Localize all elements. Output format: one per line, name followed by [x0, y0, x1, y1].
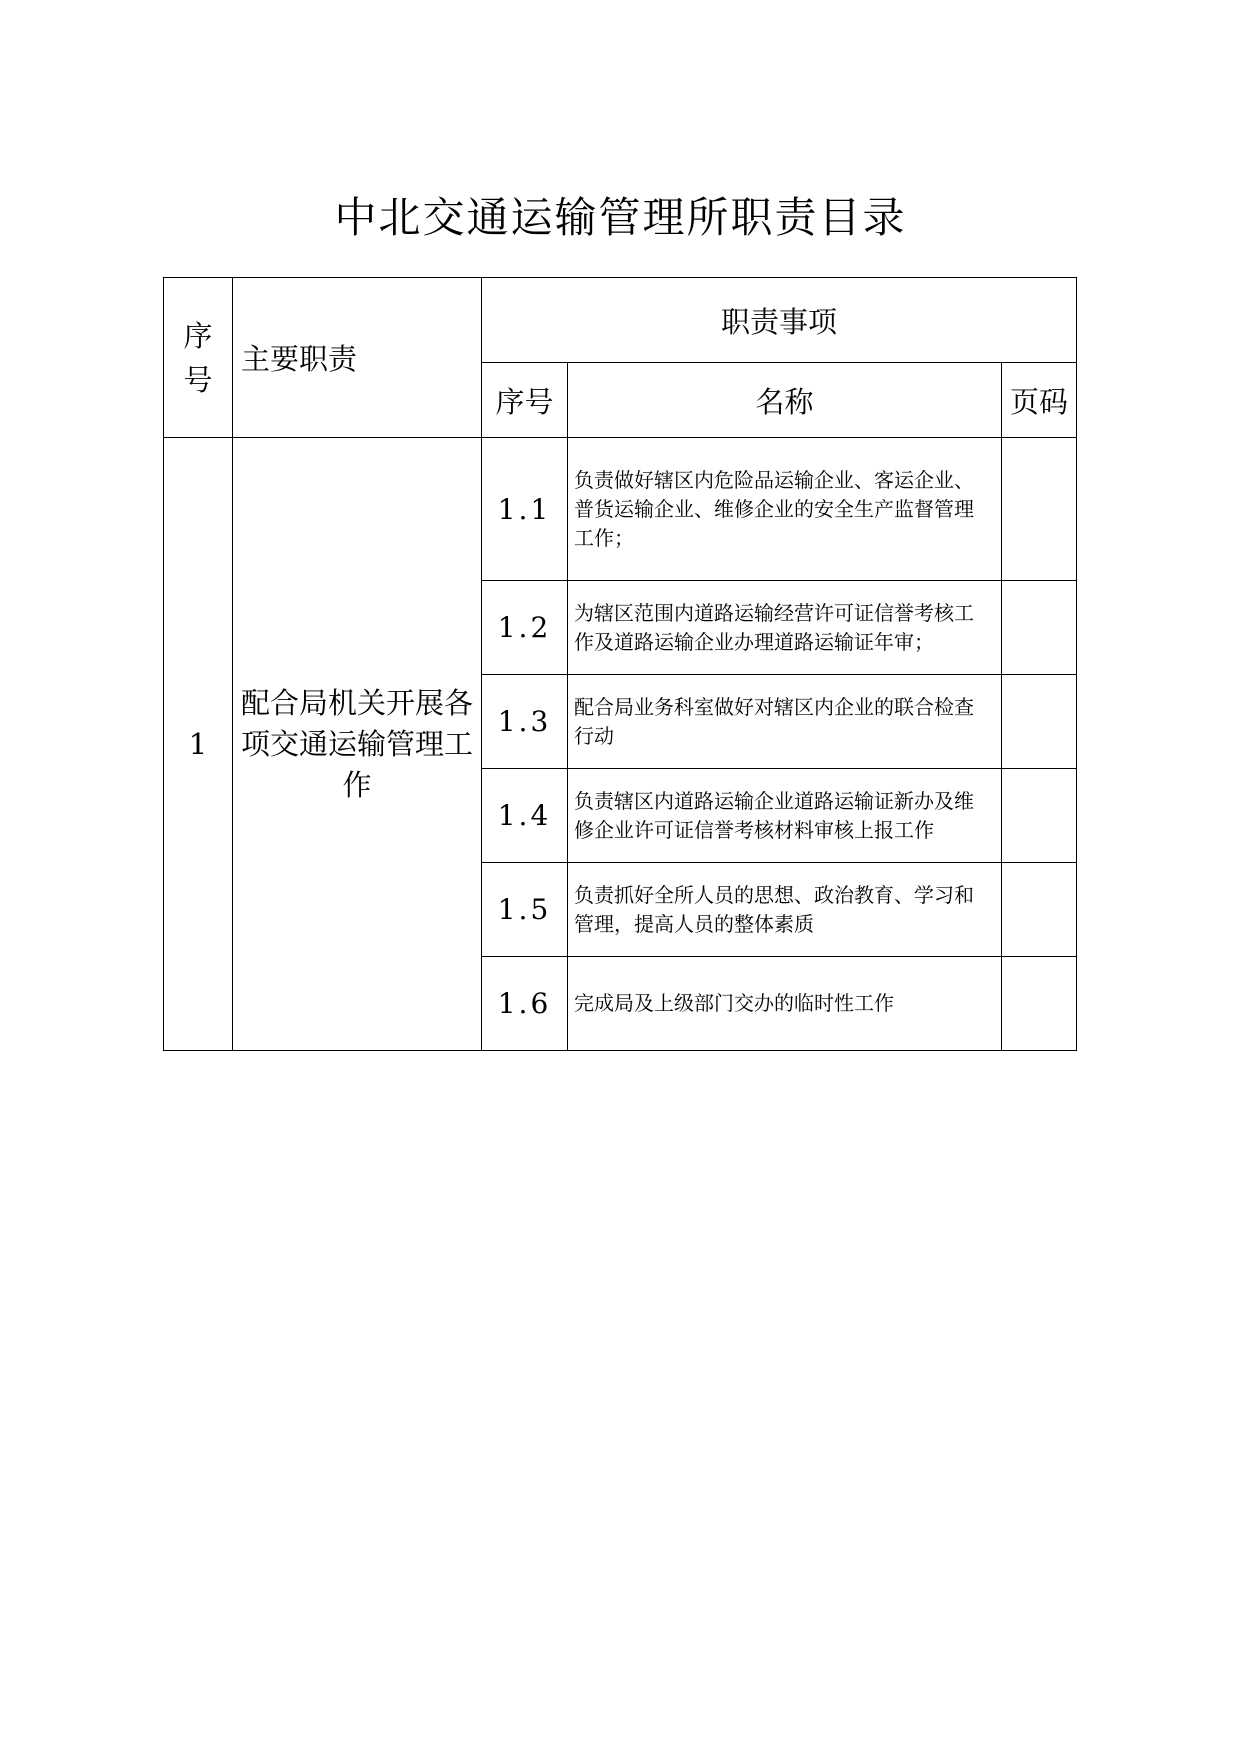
header-row-top	[164, 278, 1077, 363]
item-no: 1.5	[482, 863, 568, 957]
header-duty-items: 职责事项	[482, 278, 1077, 363]
item-no: 1.3	[482, 675, 568, 769]
item-name: 负责做好辖区内危险品运输企业、客运企业、普货运输企业、维修企业的安全生产监督管理工作；	[568, 438, 1002, 581]
table-row	[164, 438, 1077, 581]
header-name: 名称	[568, 363, 1002, 438]
row-main-duty: 配合局机关开展各项交通运输管理工作	[233, 438, 482, 1051]
header-page: 页码	[1002, 363, 1077, 438]
header-sub-seq: 序号	[482, 363, 568, 438]
row-seq: 1	[164, 438, 233, 1051]
item-name: 配合局业务科室做好对辖区内企业的联合检查行动	[568, 675, 1002, 769]
item-name: 负责抓好全所人员的思想、政治教育、学习和管理，提高人员的整体素质	[568, 863, 1002, 957]
item-page	[1002, 675, 1077, 769]
item-page	[1002, 957, 1077, 1051]
item-no: 1.4	[482, 769, 568, 863]
document-title: 中北交通运输管理所职责目录	[334, 193, 907, 242]
item-page	[1002, 769, 1077, 863]
item-name: 完成局及上级部门交办的临时性工作	[568, 957, 1002, 1051]
item-page	[1002, 581, 1077, 675]
item-no: 1.6	[482, 957, 568, 1051]
header-main-duty: 主要职责	[233, 278, 482, 438]
duty-table	[163, 277, 1077, 1051]
item-page	[1002, 438, 1077, 581]
item-name: 为辖区范围内道路运输经营许可证信誉考核工作及道路运输企业办理道路运输证年审；	[568, 581, 1002, 675]
item-no: 1.2	[482, 581, 568, 675]
item-name: 负责辖区内道路运输企业道路运输证新办及维修企业许可证信誉考核材料审核上报工作	[568, 769, 1002, 863]
item-page	[1002, 863, 1077, 957]
item-no: 1.1	[482, 438, 568, 581]
header-seq: 序号	[183, 318, 213, 397]
header-seq-cell	[164, 278, 233, 438]
